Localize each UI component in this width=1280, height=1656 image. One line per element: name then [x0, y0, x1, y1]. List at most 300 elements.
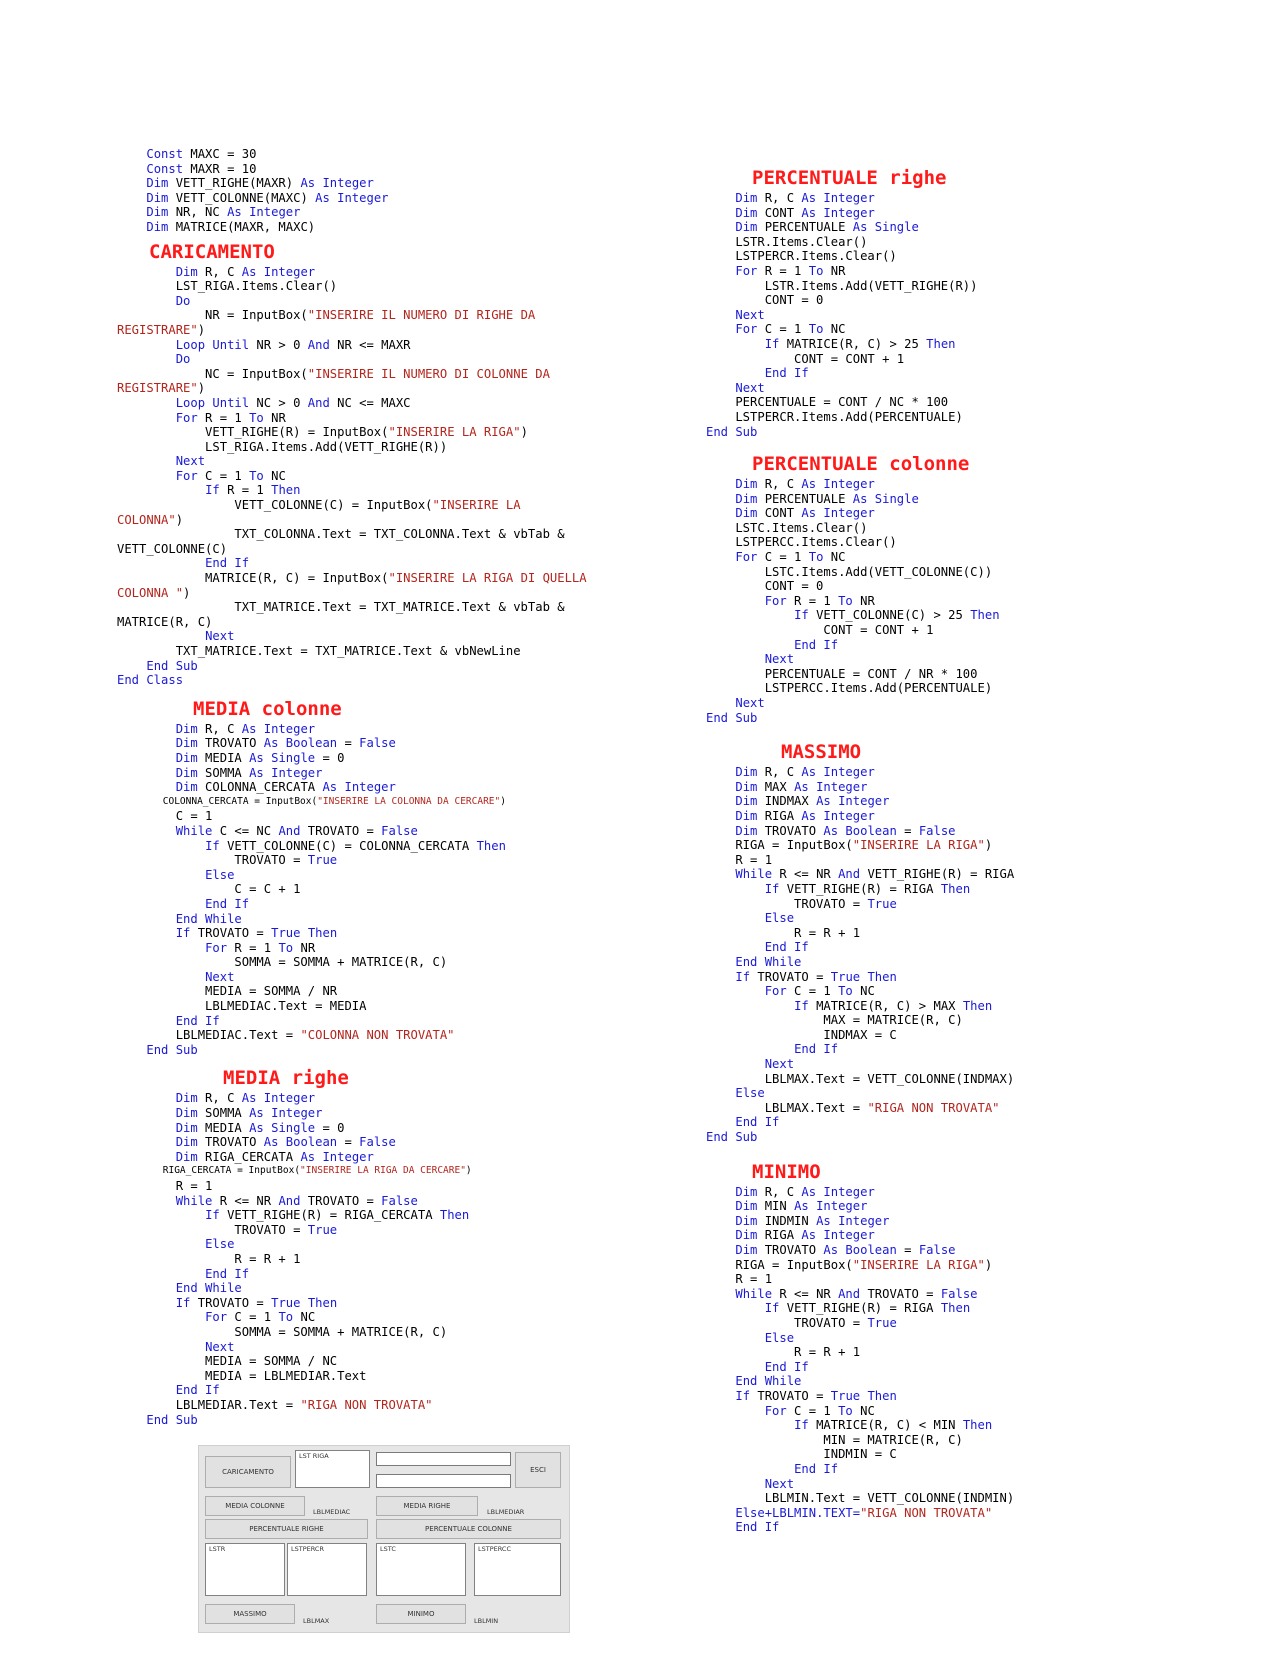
code-keyword: End If — [764, 366, 809, 381]
lblmax-label: LBLMAX — [303, 1617, 330, 1625]
code-text — [117, 1383, 176, 1397]
code-string: REGISTRARE" — [117, 322, 198, 337]
code-text — [706, 381, 735, 395]
txt-matrice-textbox[interactable] — [376, 1474, 511, 1488]
code-text: TROVATO — [757, 823, 824, 838]
code-text: VETT_RIGHE(R) = RIGA — [860, 867, 1015, 882]
code-text: NC — [852, 1403, 875, 1418]
code-text — [117, 1413, 146, 1427]
txt-colonna-textbox[interactable] — [376, 1452, 511, 1466]
code-line — [706, 264, 1266, 279]
code-text — [117, 1310, 205, 1324]
code-keyword: Else — [764, 1330, 795, 1345]
code-text — [706, 1199, 735, 1213]
code-line — [117, 425, 647, 440]
code-text: = — [337, 736, 360, 751]
code-text — [706, 1214, 735, 1228]
code-text — [706, 1086, 735, 1100]
code-line — [706, 366, 1266, 381]
code-keyword: End If — [794, 637, 839, 652]
code-keyword: Dim — [735, 491, 758, 506]
code-text: R, C — [197, 721, 242, 736]
code-line — [706, 322, 1266, 337]
code-keyword: End While — [735, 954, 802, 969]
code-line — [706, 1506, 1266, 1521]
code-line — [706, 381, 1266, 396]
media-righe-heading: MEDIA righe — [223, 1067, 349, 1090]
massimo-heading: MASSIMO — [781, 741, 862, 764]
code-keyword: Else — [735, 1086, 765, 1101]
code-text: = 0 — [315, 750, 345, 765]
code-keyword: Dim — [735, 477, 758, 492]
code-text: ) — [183, 585, 191, 600]
code-text: R = R + 1 — [706, 925, 861, 940]
code-line — [706, 696, 1266, 711]
code-line — [117, 1106, 647, 1121]
code-text — [706, 1057, 765, 1071]
code-keyword: For — [764, 1403, 787, 1418]
code-text — [117, 556, 205, 570]
code-keyword: Do — [175, 352, 191, 367]
code-keyword: To — [838, 1403, 853, 1418]
code-text — [706, 794, 735, 808]
code-line — [706, 1418, 1266, 1433]
code-line — [117, 736, 647, 751]
code-keyword: If — [764, 881, 780, 896]
code-keyword: If — [175, 1295, 191, 1310]
code-text: R = 1 — [117, 1179, 213, 1193]
code-text: MEDIA = SOMMA / NC — [117, 1354, 338, 1369]
code-keyword: As Integer — [801, 808, 875, 823]
code-line — [117, 1310, 647, 1325]
code-keyword: For — [175, 410, 198, 425]
code-line — [706, 667, 1266, 682]
code-line — [706, 308, 1266, 323]
code-keyword: Dim — [146, 176, 169, 191]
code-text: MEDIA — [197, 1120, 250, 1135]
code-line — [706, 882, 1266, 897]
code-keyword: As Integer — [241, 1091, 316, 1106]
lstpercc-listbox[interactable]: LSTPERCC — [474, 1543, 561, 1596]
code-keyword: As Integer — [801, 205, 875, 220]
code-line — [117, 766, 647, 781]
code-keyword: Dim — [175, 1091, 198, 1106]
code-text — [300, 926, 307, 940]
code-text: C = 1 — [757, 550, 809, 565]
code-text — [706, 940, 765, 954]
code-keyword: Next — [205, 969, 235, 984]
code-line — [117, 1121, 647, 1136]
code-line — [117, 513, 647, 528]
code-text — [706, 1374, 735, 1388]
code-keyword: Next — [205, 629, 235, 644]
code-text: MAX — [757, 779, 795, 794]
code-text — [117, 736, 176, 750]
code-text — [706, 765, 735, 779]
code-text: COLONNA_CERCATA — [197, 780, 323, 795]
code-keyword: End Sub — [706, 424, 758, 439]
massimo-code-block — [706, 765, 1266, 1144]
code-text — [117, 454, 176, 468]
form-designer-preview — [198, 1445, 570, 1633]
code-text — [117, 897, 205, 911]
code-text — [117, 469, 176, 483]
code-line — [706, 623, 1266, 638]
percentuale-colonne-code-block — [706, 477, 1266, 725]
code-line — [706, 293, 1266, 308]
code-line — [117, 411, 647, 426]
code-text: CONT = 0 — [706, 293, 824, 308]
code-text: LSTC.Items.Add(VETT_COLONNE(C)) — [706, 564, 993, 579]
code-text — [117, 766, 176, 780]
code-keyword: Const — [146, 147, 184, 161]
code-keyword: If — [205, 838, 220, 853]
code-text — [706, 970, 735, 984]
code-string: "INSERIRE LA RIGA" — [852, 1257, 985, 1272]
code-text — [117, 1121, 176, 1135]
code-line — [706, 1199, 1266, 1214]
code-text: C = 1 — [786, 984, 839, 999]
code-string: "INSERIRE LA RIGA" — [388, 425, 521, 440]
lstc-listbox[interactable]: LSTC — [376, 1543, 466, 1596]
massimo-button[interactable]: MASSIMO — [205, 1604, 295, 1624]
code-text — [117, 265, 176, 279]
code-text: = — [896, 1243, 919, 1257]
code-keyword: End Sub — [706, 1130, 758, 1145]
percentuale-righe-button[interactable]: PERCENTUALE RIGHE — [205, 1519, 368, 1539]
code-text — [706, 999, 794, 1013]
code-text: MEDIA = SOMMA / NR — [117, 984, 338, 999]
code-text: LBLMEDIAC.Text = MEDIA — [117, 999, 367, 1014]
code-text — [706, 824, 735, 838]
code-keyword: False — [359, 1135, 396, 1150]
code-keyword: Dim — [735, 220, 758, 235]
minimo-button[interactable]: MINIMO — [376, 1604, 466, 1624]
code-text — [117, 176, 146, 190]
code-line — [117, 527, 647, 542]
code-keyword: As Single — [852, 491, 919, 506]
code-keyword: While — [735, 1286, 773, 1301]
code-keyword: Dim — [735, 506, 758, 521]
code-line — [117, 1179, 647, 1194]
code-keyword: Dim — [175, 765, 198, 780]
code-keyword: Dim — [735, 1228, 758, 1243]
code-line — [117, 1252, 647, 1267]
code-keyword: While — [175, 1193, 213, 1208]
code-keyword: If — [794, 608, 809, 623]
code-line — [706, 1013, 1266, 1028]
percentuale-colonne-button[interactable]: PERCENTUALE COLONNE — [376, 1519, 561, 1539]
code-text: TROVATO = — [190, 1295, 272, 1310]
code-text: TROVATO = — [117, 1222, 308, 1237]
code-text — [706, 322, 735, 336]
code-keyword: Dim — [175, 1135, 198, 1150]
lst-riga-listbox[interactable]: LST RIGA — [295, 1450, 370, 1488]
code-text: MIN — [757, 1199, 795, 1214]
code-text — [117, 483, 205, 497]
code-line — [706, 652, 1266, 667]
code-text: RIGA — [757, 1228, 802, 1243]
code-text — [117, 1043, 146, 1057]
code-keyword: For — [735, 322, 758, 337]
code-line — [117, 809, 647, 824]
code-keyword: As Integer — [801, 1228, 875, 1243]
code-text — [706, 1243, 735, 1257]
code-keyword: True — [271, 1295, 301, 1310]
code-keyword: Loop Until — [175, 337, 250, 352]
code-line — [117, 984, 647, 999]
code-text: NC — [823, 550, 846, 565]
code-text — [706, 911, 765, 925]
code-text: C = 1 — [197, 468, 250, 483]
code-text: MATRICE(R, C) = InputBox( — [117, 571, 389, 586]
code-keyword: Then — [307, 926, 338, 941]
code-keyword: End Class — [117, 673, 184, 688]
code-keyword: As Integer — [227, 205, 301, 220]
code-keyword: Then — [271, 483, 301, 498]
code-line — [117, 454, 647, 469]
code-line — [706, 780, 1266, 795]
code-string: "INSERIRE LA RIGA" — [852, 838, 985, 853]
code-line — [117, 205, 647, 220]
code-line — [117, 751, 647, 766]
code-text: C <= NC — [212, 823, 279, 838]
code-line — [117, 352, 647, 367]
code-text — [706, 191, 735, 205]
code-text: C = 1 — [227, 1310, 279, 1325]
code-line — [706, 1028, 1266, 1043]
code-keyword: For — [205, 940, 228, 955]
code-text: LSTC.Items.Clear() — [706, 520, 868, 535]
code-line — [706, 235, 1266, 250]
code-text: = — [337, 1135, 360, 1150]
code-text: MATRICE(R, C) > 25 — [779, 336, 927, 351]
lstpercr-listbox[interactable]: LSTPERCR — [287, 1543, 367, 1596]
code-keyword: True — [867, 896, 897, 911]
code-text — [117, 1208, 205, 1222]
code-text: NC = InputBox( — [117, 366, 308, 381]
code-line — [706, 594, 1266, 609]
code-keyword: Else — [205, 1237, 235, 1252]
code-text: TROVATO = — [706, 1315, 868, 1330]
code-keyword: As Integer — [801, 1184, 875, 1199]
code-keyword: And — [838, 1286, 861, 1301]
code-line — [117, 941, 647, 956]
code-line — [117, 1223, 647, 1238]
code-line — [117, 868, 647, 883]
code-keyword: Const — [146, 161, 184, 176]
code-text: R = 1 — [757, 263, 809, 278]
media-righe-code-block — [117, 1091, 647, 1427]
code-keyword: While — [175, 823, 213, 838]
code-line — [706, 1389, 1266, 1404]
code-line — [117, 265, 647, 280]
code-line — [706, 926, 1266, 941]
code-text: R <= NR — [772, 867, 839, 882]
code-line — [706, 579, 1266, 594]
code-keyword: Next — [764, 1057, 795, 1072]
code-line — [117, 839, 647, 854]
media-righe-button[interactable]: MEDIA RIGHE — [376, 1496, 478, 1516]
code-text: R = 1 — [197, 410, 250, 425]
code-keyword: End If — [175, 1383, 220, 1398]
code-keyword: If — [794, 998, 809, 1013]
code-keyword: Next — [205, 1339, 235, 1354]
code-text: VETT_COLONNE(C) = InputBox( — [117, 498, 433, 513]
code-text — [706, 1331, 765, 1345]
code-line — [117, 1413, 647, 1428]
code-keyword: Else — [205, 867, 235, 882]
code-text — [117, 411, 176, 425]
code-keyword: For — [205, 1310, 228, 1325]
code-text: NC > 0 — [249, 395, 308, 410]
code-keyword: If — [794, 1418, 809, 1433]
code-keyword: As Integer — [801, 477, 875, 492]
code-line — [117, 644, 647, 659]
code-line — [706, 352, 1266, 367]
code-line — [117, 542, 647, 557]
code-keyword: As Boolean — [823, 1243, 897, 1257]
code-keyword: And — [307, 395, 330, 410]
code-keyword: End Sub — [146, 1412, 198, 1427]
code-text: PERCENTUALE = CONT / NC * 100 — [706, 395, 949, 410]
code-text — [706, 1404, 765, 1418]
right-column — [706, 167, 1266, 1535]
code-keyword: To — [249, 468, 264, 483]
code-text — [706, 780, 735, 794]
code-text — [117, 868, 205, 882]
percentuale-colonne-heading: PERCENTUALE colonne — [752, 453, 970, 476]
lblmediar-label: LBLMEDIAR — [487, 1508, 525, 1516]
code-text: LST_RIGA.Items.Clear() — [117, 279, 338, 294]
code-line — [117, 629, 647, 644]
code-line — [117, 926, 647, 941]
code-text: NC — [293, 1310, 316, 1325]
code-text — [706, 1418, 794, 1432]
code-line — [706, 681, 1266, 696]
code-keyword: If — [735, 1388, 751, 1403]
code-line — [706, 824, 1266, 839]
code-text: R = 1 — [706, 852, 773, 867]
code-text — [117, 1296, 176, 1310]
code-text: LSTR.Items.Add(VETT_RIGHE(R)) — [706, 278, 978, 293]
code-keyword: True — [867, 1315, 897, 1330]
code-string: "RIGA NON TROVATA" — [860, 1505, 993, 1520]
code-line — [706, 1447, 1266, 1462]
code-line — [706, 425, 1266, 440]
code-line — [117, 191, 647, 206]
code-text — [117, 941, 205, 955]
code-keyword: Dim — [175, 721, 198, 736]
code-keyword: Then — [867, 969, 897, 984]
code-text: NC — [823, 322, 846, 337]
code-text — [706, 1506, 735, 1520]
code-text: LSTPERCR.Items.Clear() — [706, 249, 897, 264]
code-keyword: Dim — [175, 736, 198, 751]
code-text: R = 1 — [219, 483, 272, 498]
code-keyword: To — [278, 940, 294, 955]
caricamento-button[interactable]: CARICAMENTO — [205, 1456, 291, 1488]
code-text: INDMIN = C — [706, 1447, 897, 1462]
code-text — [706, 1389, 735, 1403]
code-line — [117, 1369, 647, 1384]
code-line — [117, 912, 647, 927]
code-line — [117, 1296, 647, 1311]
code-keyword: Dim — [735, 794, 758, 809]
code-line — [117, 673, 647, 688]
code-keyword: Dim — [175, 264, 198, 279]
code-text — [706, 984, 765, 998]
code-line — [117, 483, 647, 498]
code-text — [117, 1135, 176, 1149]
media-colonne-button[interactable]: MEDIA COLONNE — [205, 1496, 305, 1516]
code-keyword: End If — [794, 1461, 839, 1476]
code-text — [706, 867, 735, 881]
code-text: R, C — [757, 765, 802, 780]
code-line — [706, 853, 1266, 868]
code-text: RIGA = InputBox( — [706, 1257, 853, 1272]
code-text — [117, 1014, 176, 1028]
code-keyword: Next — [735, 696, 765, 710]
code-line — [117, 853, 647, 868]
code-keyword: To — [278, 1310, 294, 1325]
code-keyword: For — [735, 550, 758, 565]
code-keyword: As Single — [249, 1120, 316, 1135]
code-line — [117, 1208, 647, 1223]
code-keyword: Dim — [146, 219, 169, 234]
code-keyword: As Integer — [794, 1199, 868, 1214]
minimo-heading: MINIMO — [752, 1160, 821, 1183]
code-keyword: End While — [175, 911, 242, 926]
esci-button[interactable]: ESCI — [515, 1452, 561, 1488]
lstr-listbox[interactable]: LSTR — [205, 1543, 285, 1596]
code-text: TROVATO = — [750, 969, 831, 984]
code-text — [117, 970, 205, 984]
code-text: LSTPERCR.Items.Add(PERCENTUALE) — [706, 409, 963, 424]
code-text: ) — [175, 512, 184, 527]
code-keyword: If — [205, 1208, 220, 1223]
code-text: INDMAX — [757, 794, 817, 809]
code-line — [706, 1433, 1266, 1448]
code-line — [706, 897, 1266, 912]
code-keyword: Dim — [735, 765, 758, 780]
code-line — [117, 381, 647, 396]
code-keyword: Dim — [146, 205, 169, 220]
code-text: MATRICE(R, C) > MAX — [808, 998, 963, 1013]
code-text: NR — [823, 263, 846, 278]
code-keyword: Then — [962, 1418, 993, 1433]
code-text — [117, 294, 176, 308]
code-text — [706, 955, 735, 969]
code-keyword: Else+LBLMIN.TEXT= — [735, 1505, 861, 1520]
code-keyword: False — [940, 1286, 978, 1301]
code-keyword: Then — [476, 838, 506, 853]
code-keyword: End Sub — [706, 710, 758, 725]
code-keyword: End If — [735, 1520, 780, 1535]
code-line — [706, 838, 1266, 853]
code-text: NR — [852, 593, 875, 608]
code-text — [117, 926, 176, 940]
code-text — [117, 1237, 205, 1251]
code-line — [706, 1272, 1266, 1287]
code-line — [706, 1331, 1266, 1346]
code-text — [117, 751, 176, 765]
code-line — [706, 1345, 1266, 1360]
code-text: TROVATO = — [750, 1388, 831, 1403]
code-line — [117, 176, 647, 191]
code-line — [117, 795, 647, 810]
code-keyword: True — [271, 926, 301, 941]
